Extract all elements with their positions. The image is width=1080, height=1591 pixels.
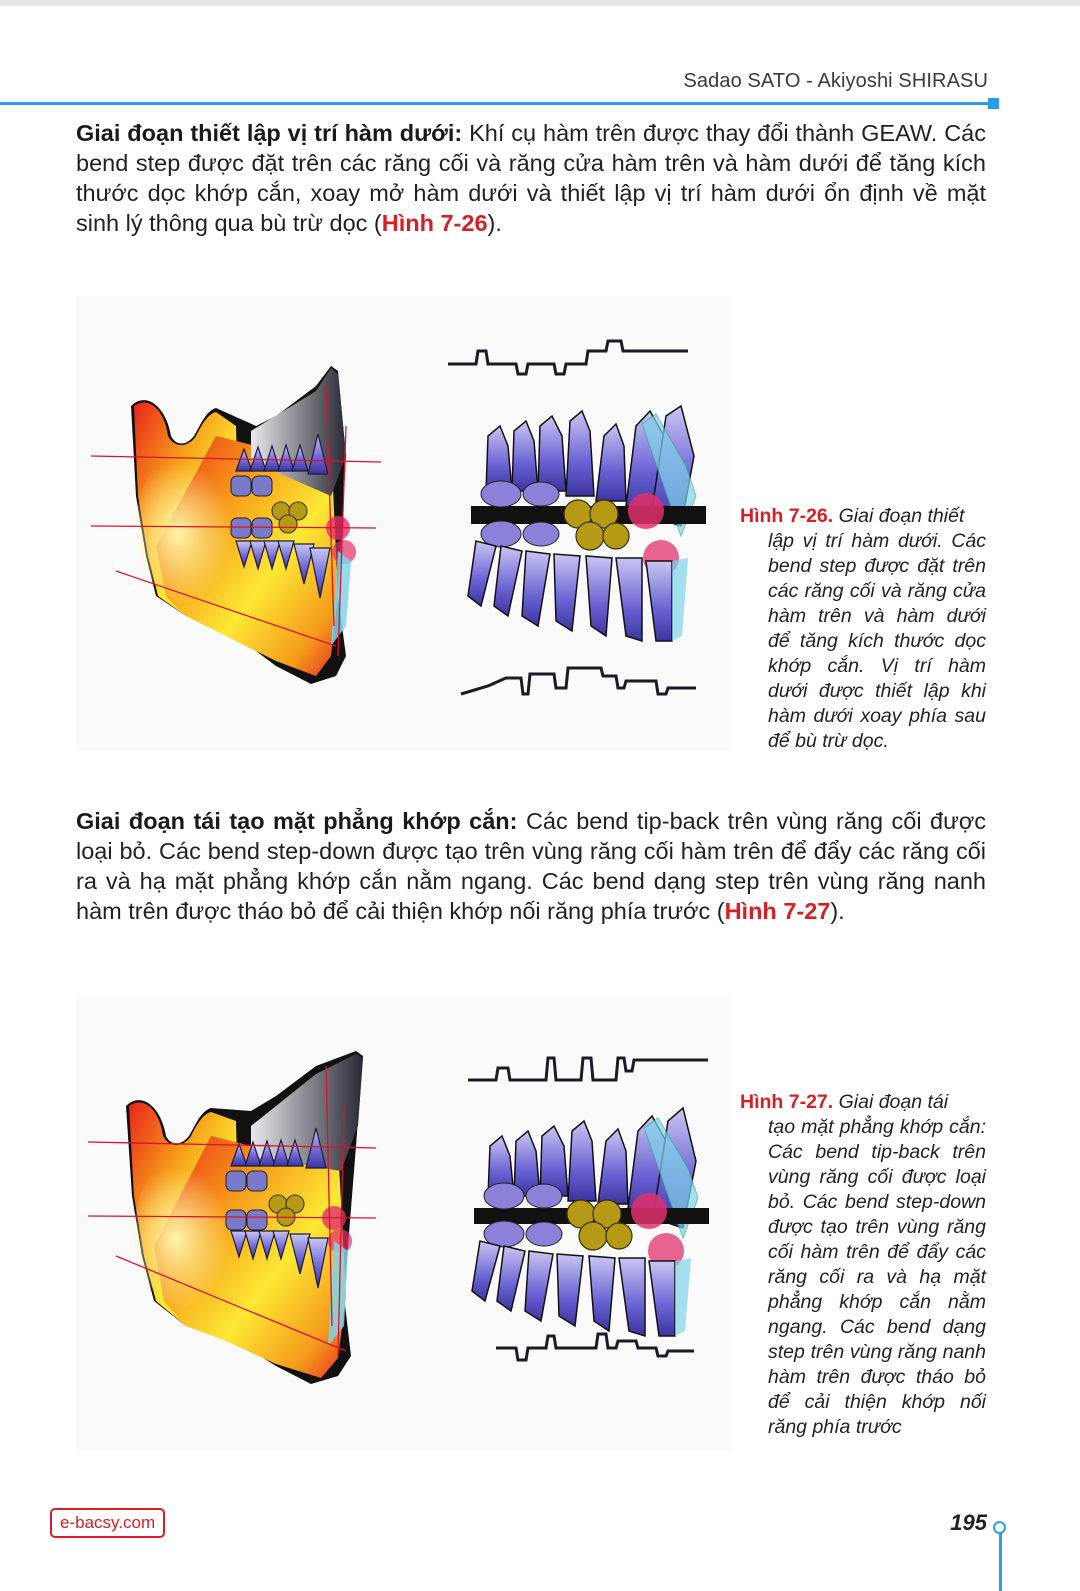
figure-7-27-caption-first: Giai đoạn tái — [838, 1091, 949, 1113]
figure-7-26 — [76, 296, 731, 751]
section1-paragraph — [76, 118, 986, 238]
top-strip — [0, 0, 1080, 6]
header-rule — [0, 102, 992, 105]
footer-logo[interactable]: e-bacsy.com — [50, 1508, 165, 1538]
section2-paragraph — [76, 806, 986, 926]
section2-tail: ). — [830, 898, 845, 924]
section1-lead: Giai đoạn thiết lập vị trí hàm dưới: — [76, 120, 463, 146]
figure-7-27-caption-text: tạo mặt phẳng khớp cắn: Các bend tip-back trên vùng răng cối được loại bỏ. Các bend step-down được tạo trên vùng răng cối hàm trên để đẩy các răng cối ra và hạ mặt phẳng khớp cắn nằm ngang. Các bend dạng step trên vùng răng nanh hàm trên được tháo bỏ để cải thiện khớp nối răng phía trước — [768, 1116, 986, 1438]
figure-7-26-caption-text: lập vị trí hàm dưới. Các bend step được đặt trên các răng cối và răng cửa hàm trên và hàm dưới để tăng kích thước dọc khớp cắn. Vị trí hàm dưới được thiết lập khi hàm dưới xoay phía sau để bù trừ dọc. — [768, 530, 986, 752]
figure-7-26-caption — [740, 504, 986, 754]
figure-7-26-label: Hình 7-26. — [740, 505, 834, 527]
figure-7-26-illustration — [76, 296, 731, 751]
section2-text: Các bend tip-back trên vùng răng cối được loại bỏ. Các bend step-down được tạo trên vùng răng cối hàm trên để đẩy các răng cối ra và hạ mặt phẳng khớp cắn nằm ngang. Các bend dạng step trên vùng răng nanh hàm trên được tháo bỏ để cải thiện khớp nối răng phía trước ( — [76, 808, 986, 924]
page-number: 195 — [950, 1510, 987, 1535]
section1-figure-ref[interactable]: Hình 7-26 — [381, 210, 488, 236]
section1-text: Khí cụ hàm trên được thay đổi thành GEAW. Các bend step được đặt trên các răng cối và răng cửa hàm trên và hàm dưới để tăng kích thước dọc khớp cắn, xoay mở hàm dưới và thiết lập vị trí hàm dưới ổn định về mặt sinh lý thông qua bù trừ dọc ( — [76, 120, 986, 236]
running-header-author: Sadao SATO - Akiyoshi SHIRASU — [683, 70, 988, 92]
figure-7-27 — [76, 996, 731, 1451]
figure-7-27-caption — [740, 1090, 986, 1440]
section2-lead: Giai đoạn tái tạo mặt phẳng khớp cắn: — [76, 808, 518, 834]
header-rule-marker — [988, 98, 999, 109]
section2-figure-ref[interactable]: Hình 7-27 — [724, 898, 831, 924]
page-marker-line — [999, 1532, 1002, 1591]
figure-7-27-illustration — [76, 996, 731, 1451]
figure-7-26-caption-first: Giai đoạn thiết — [838, 505, 965, 527]
section1-tail: ). — [487, 210, 502, 236]
figure-7-27-label: Hình 7-27. — [740, 1091, 834, 1113]
